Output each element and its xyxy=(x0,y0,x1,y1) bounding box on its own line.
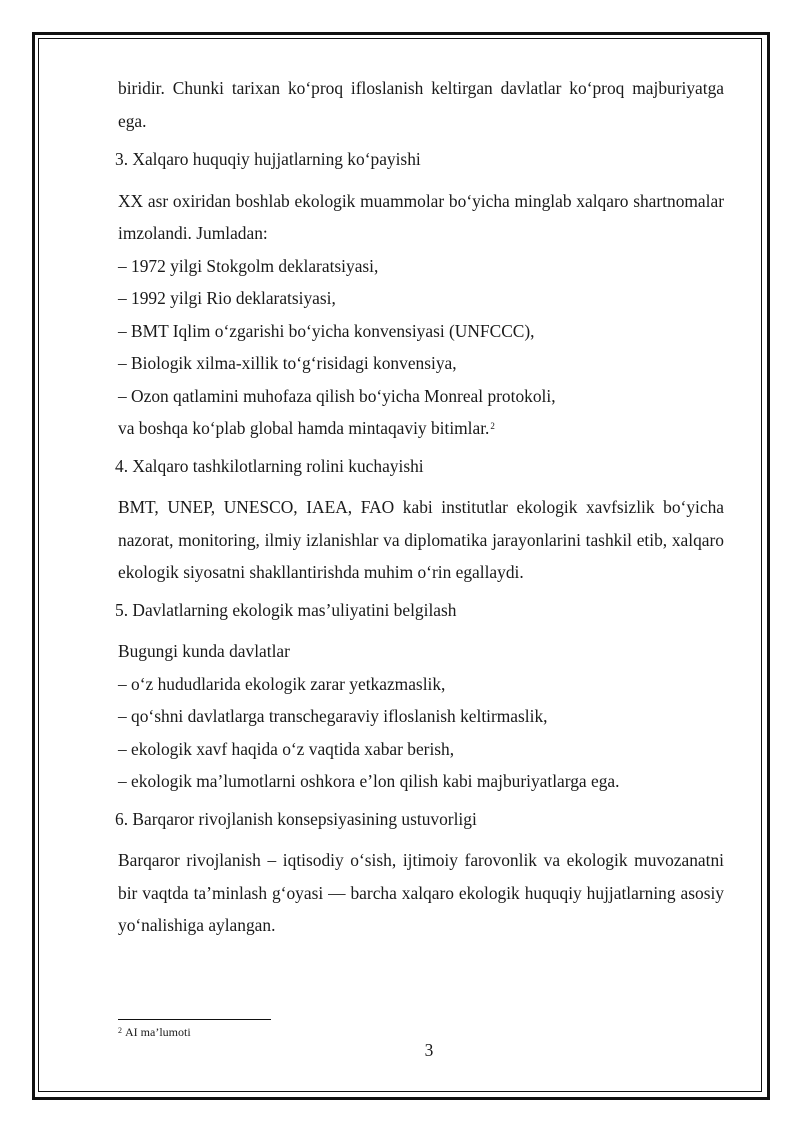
list-item: – 1972 yilgi Stokgolm deklaratsiyasi, xyxy=(118,255,379,276)
page-body xyxy=(115,72,724,942)
section-5-list xyxy=(118,668,724,798)
section-heading-5: 5. Davlatlarning ekologik mas’uliyatini belgilash xyxy=(115,599,457,620)
page-number: 3 xyxy=(424,1040,434,1060)
list-item: – o‘z hududlarida ekologik zarar yetkazmaslik, xyxy=(118,673,446,694)
section-3-list xyxy=(118,250,724,413)
section-3-closing-text: va boshqa ko‘plab global hamda mintaqaviy bitimlar. xyxy=(118,418,490,438)
section-heading-3: 3. Xalqaro huquqiy hujjatlarning ko‘payishi xyxy=(115,149,421,169)
footnote-text: AI ma’lumoti xyxy=(125,1025,191,1039)
list-item: – Biologik xilma-xillik to‘g‘risidagi konvensiya, xyxy=(118,353,457,373)
footnote-marker: 2 xyxy=(118,1026,122,1035)
section-3-closing xyxy=(118,412,724,445)
section-5-intro: Bugungi kunda davlatlar xyxy=(118,641,290,661)
section-6-body: Barqaror rivojlanish – iqtisodiy o‘sish, ijtimoiy farovonlik va ekologik muvozanatni bir vaqtda ta’minlash g‘oyasi — barcha xalqaro ekologik huquqiy hujjatlarning asosiy yo‘nalishiga aylangan. xyxy=(118,850,724,935)
list-item: – ekologik ma’lumotlarni oshkora e’lon qilish kabi majburiyatlarga ega. xyxy=(118,771,620,791)
footnote-separator xyxy=(118,1019,271,1020)
footnote-reference[interactable]: 2 xyxy=(490,421,495,431)
section-heading-4: 4. Xalqaro tashkilotlarning rolini kuchayishi xyxy=(115,455,424,476)
list-item: – BMT Iqlim o‘zgarishi bo‘yicha konvensiyasi (UNFCCC), xyxy=(118,320,535,341)
section-3-intro: XX asr oxiridan boshlab ekologik muammolar bo‘yicha minglab xalqaro shartnomalar imzolandi. Jumladan: xyxy=(118,190,724,243)
footnote xyxy=(118,1024,191,1040)
continuation-paragraph: biridir. Chunki tarixan ko‘proq ifloslanish keltirgan davlatlar ko‘proq majburiyatga ega. xyxy=(118,78,724,131)
list-item: – Ozon qatlamini muhofaza qilish bo‘yicha Monreal protokoli, xyxy=(118,385,556,406)
list-item: – ekologik xavf haqida o‘z vaqtida xabar berish, xyxy=(118,738,455,759)
section-4-body: BMT, UNEP, UNESCO, IAEA, FAO kabi institutlar ekologik xavfsizlik bo‘yicha nazorat, monitoring, ilmiy izlanishlar va diplomatika jarayonlarini tashkil etib, xalqaro ekologik siyosatni shakllantirishda muhim o‘rin egallaydi. xyxy=(118,497,724,582)
list-item: – 1992 yilgi Rio deklaratsiyasi, xyxy=(118,288,336,308)
section-heading-6: 6. Barqaror rivojlanish konsepsiyasining ustuvorligi xyxy=(115,808,477,829)
list-item: – qo‘shni davlatlarga transchegaraviy ifloslanish keltirmaslik, xyxy=(118,706,548,726)
